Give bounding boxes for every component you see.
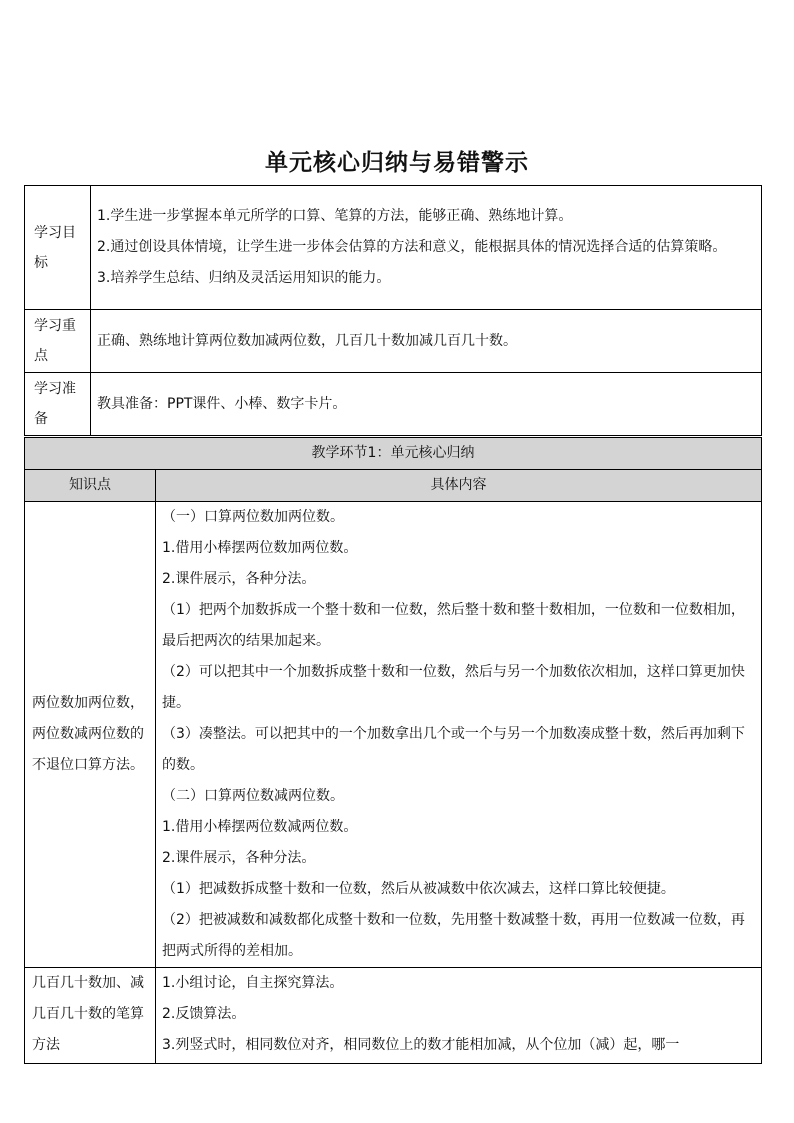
column-header-content: 具体内容 (156, 470, 762, 502)
content-line: 3.列竖式时，相同数位对齐，相同数位上的数才能相加减，从个位加（减）起，哪一 (162, 1037, 680, 1053)
content-line: （3）凑整法。可以把其中的一个加数拿出几个或一个与另一个加数凑成整十数，然后再加剩下的数。 (162, 726, 745, 773)
content-line: 1.借用小棒摆两位数减两位数。 (162, 819, 358, 835)
row-label-focus: 学习重点 (25, 310, 91, 373)
knowledge-label-text: 几百几十数加、减几百几十数的笔算方法 (32, 975, 144, 1053)
row-label-goals: 学习目标 (25, 186, 91, 310)
row-content-focus: 正确、熟练地计算两位数加减两位数，几百几十数加减几百几十数。 (91, 310, 762, 373)
table-row (25, 186, 762, 310)
table-row (25, 502, 762, 968)
row-content-prep: 教具准备：PPT课件、小棒、数字卡片。 (91, 373, 762, 436)
content-line: 2.反馈算法。 (162, 1006, 246, 1022)
table-row (25, 310, 762, 373)
knowledge-table (24, 437, 762, 1064)
content-line: 2.课件展示，各种分法。 (162, 571, 316, 587)
section-header-row (25, 438, 762, 470)
table-row (25, 373, 762, 436)
row-label-prep: 学习准备 (25, 373, 91, 436)
goal-line: 2.通过创设具体情境，让学生进一步体会估算的方法和意义，能根据具体的情况选择合适的估算策略。 (97, 239, 727, 255)
content-line: （二）口算两位数减两位数。 (162, 788, 344, 804)
goal-line: 3.培养学生总结、归纳及灵活运用知识的能力。 (97, 270, 391, 286)
column-header-knowledge: 知识点 (25, 470, 156, 502)
knowledge-label: 两位数加两位数，两位数减两位数的不退位口算方法。 (25, 502, 156, 968)
knowledge-content-lines (162, 968, 755, 1063)
lesson-info-table (24, 185, 762, 436)
content-line: （2）可以把其中一个加数拆成整十数和一位数，然后与另一个加数依次相加，这样口算更加快捷。 (162, 664, 745, 711)
content-line: 1.借用小棒摆两位数加两位数。 (162, 540, 358, 556)
content-line: （1）把减数拆成整十数和一位数，然后从被减数中依次减去，这样口算比较便捷。 (162, 881, 675, 897)
knowledge-content (156, 502, 762, 968)
goal-line: 1.学生进一步掌握本单元所学的口算、笔算的方法，能够正确、熟练地计算。 (97, 208, 573, 224)
content-line: （1）把两个加数拆成一个整十数和一位数，然后整十数和整十数相加，一位数和一位数相加，最后把两次的结果加起来。 (162, 602, 745, 649)
section-header: 教学环节1：单元核心归纳 (25, 438, 762, 470)
content-line: （2）把被减数和减数都化成整十数和一位数，先用整十数减整十数，再用一位数减一位数，再把两式所得的差相加。 (162, 912, 745, 959)
table-row (25, 968, 762, 1064)
content-line: （一）口算两位数加两位数。 (162, 509, 344, 525)
column-header-row (25, 470, 762, 502)
content-line: 1.小组讨论，自主探究算法。 (162, 975, 344, 991)
content-line: 2.课件展示，各种分法。 (162, 850, 316, 866)
knowledge-label (25, 968, 156, 1064)
row-content-goals (91, 186, 762, 310)
page-title: 单元核心归纳与易错警示 (265, 149, 529, 176)
knowledge-content (156, 968, 762, 1064)
